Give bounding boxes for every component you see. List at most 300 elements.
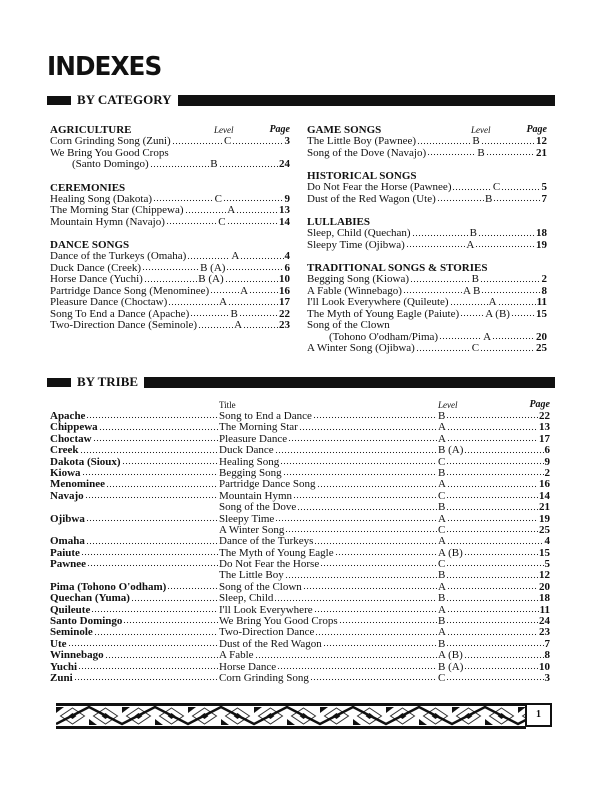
level: A (483, 330, 492, 343)
list-item (307, 297, 547, 309)
dot-leader (406, 240, 466, 249)
page-header: Page (526, 124, 547, 135)
dot-leader (228, 297, 278, 306)
triangle-mark (386, 707, 394, 713)
dot-leader (317, 479, 437, 487)
dot-leader (94, 627, 218, 635)
dot-leader (446, 559, 543, 567)
list-item (50, 251, 290, 263)
table-row (50, 502, 550, 513)
dot-leader (297, 502, 437, 510)
song-title: We Bring You Good Crops (219, 615, 338, 628)
song-title: We Bring You Good Crops (50, 146, 169, 159)
page-ref: 15 (539, 546, 550, 559)
level: C (438, 455, 446, 468)
level: B (472, 135, 480, 147)
dot-leader (185, 205, 227, 214)
page-ref: 11 (536, 296, 547, 308)
dot-leader (167, 582, 218, 590)
level: A (438, 478, 446, 491)
dot-leader (446, 639, 543, 647)
level-cell (438, 593, 539, 604)
dot-leader (481, 136, 535, 145)
level-cell (438, 559, 545, 570)
level: A (488, 296, 497, 308)
dot-leader (210, 286, 239, 295)
page-ref: 21 (539, 501, 550, 514)
song-title: Two-Direction Dance (Seminole) (50, 319, 198, 331)
tribe-cell (50, 491, 219, 502)
dot-leader (303, 582, 437, 590)
dot-leader (447, 434, 538, 442)
page-ref: 23 (279, 319, 290, 331)
section-label: BY CATEGORY (77, 92, 172, 107)
table-row (50, 457, 550, 468)
triangle-mark (287, 719, 295, 725)
level-cell (438, 502, 539, 513)
section-header-by-category (47, 93, 555, 107)
list-item (307, 320, 547, 332)
level: A (B) (438, 546, 463, 559)
section-header-by-tribe (47, 375, 555, 389)
triangle-mark (89, 719, 97, 725)
level: A (438, 512, 446, 525)
header-bar (144, 377, 555, 388)
level: B (A) (438, 660, 464, 673)
dot-leader (80, 445, 218, 453)
list-item (307, 182, 547, 194)
level: C (438, 489, 446, 502)
category-name: DANCE SONGS (50, 239, 130, 251)
tribe-name: Apache (50, 410, 86, 422)
page-ref: 12 (539, 569, 550, 582)
level-header: Level (471, 125, 491, 135)
header-block (47, 378, 71, 387)
level: B (A) (198, 273, 224, 285)
level: A (466, 238, 475, 251)
song-title: Song of the Dove (Navajo) (307, 146, 427, 159)
level-cell (438, 673, 545, 684)
level: B (438, 592, 446, 605)
tribe-index-table (50, 399, 550, 684)
section-label: BY TRIBE (77, 374, 139, 389)
level: A (438, 626, 446, 639)
song-title: Partridge Dance Song (219, 478, 316, 491)
page-ref: 22 (539, 410, 550, 422)
song-title-cont: (Tohono O'odham/Pima) (329, 330, 439, 343)
dot-leader (99, 422, 218, 430)
dot-leader (339, 616, 437, 624)
dot-leader (446, 525, 538, 533)
dot-leader (288, 434, 437, 442)
page-ref: 24 (539, 615, 550, 628)
page-ref: 15 (536, 307, 547, 320)
level-cell (438, 616, 539, 627)
page-ref: 18 (539, 592, 550, 605)
category-group (307, 262, 547, 355)
level: B (469, 227, 477, 239)
dot-leader (475, 240, 535, 249)
level: A (B) (485, 307, 510, 320)
tribe-name: Chippewa (50, 421, 98, 434)
page-ref: 7 (544, 637, 550, 650)
level-header: Level (214, 125, 234, 135)
song-title: Corn Grinding Song (Zuni) (50, 135, 171, 147)
dot-leader (168, 297, 218, 306)
tribe-name: Paiute (50, 546, 80, 559)
list-item (50, 136, 290, 148)
category-group (50, 124, 290, 171)
level-cell (438, 548, 539, 559)
page-ref: 10 (539, 660, 550, 673)
dot-leader (314, 605, 437, 613)
list-item (307, 343, 547, 355)
level: C (438, 558, 446, 571)
page-ref: 19 (539, 512, 550, 525)
dot-leader (447, 605, 539, 613)
list-item (307, 228, 547, 240)
triangle-mark (188, 707, 196, 713)
category-heading (50, 182, 290, 194)
band-bottom-line (56, 726, 526, 729)
dot-leader (447, 422, 538, 430)
dot-leader (166, 217, 217, 226)
dot-leader (446, 673, 543, 681)
page-ref: 24 (279, 158, 291, 170)
dot-leader (123, 616, 218, 624)
song-title: Mountain Hymn (Navajo) (50, 215, 165, 228)
dot-leader (313, 411, 437, 419)
song-title: The Morning Star (Chippewa) (50, 204, 184, 216)
song-title-cont: (Santo Domingo) (72, 158, 149, 170)
dot-leader (249, 286, 278, 295)
level: A (231, 250, 240, 262)
page-ref: 2 (541, 273, 548, 285)
tribe-name: Creek (50, 444, 79, 457)
song-title: Duck Dance (219, 444, 274, 457)
dot-leader (285, 525, 437, 533)
tribe-name: Pima (Tohono O'odham) (50, 580, 167, 593)
category-group (307, 124, 547, 159)
dot-leader (446, 411, 538, 419)
dot-leader (226, 263, 283, 272)
song-title: Sleepy Time (219, 512, 275, 525)
level: B (484, 192, 493, 205)
list-item (307, 194, 547, 206)
page-title: INDEXES (47, 52, 162, 82)
dot-leader (142, 263, 199, 272)
dot-leader (439, 332, 482, 341)
category-name: GAME SONGS (307, 124, 382, 136)
level: B (438, 615, 446, 628)
song-title: Mountain Hymn (219, 489, 293, 502)
page-ref: 13 (279, 204, 291, 216)
dot-leader (74, 673, 218, 681)
level-cell (438, 662, 539, 673)
dot-leader (447, 627, 538, 635)
dot-leader (277, 662, 437, 670)
tribe-name: Omaha (50, 535, 85, 548)
song-title: The Little Boy (219, 569, 284, 582)
song-title: The Myth of Young Eagle (219, 546, 334, 559)
page-ref: 18 (536, 227, 547, 239)
list-item (307, 274, 547, 286)
level: C (492, 181, 501, 193)
dot-leader (78, 662, 218, 670)
dot-leader (464, 548, 538, 556)
dot-leader (446, 593, 538, 601)
category-name: HISTORICAL SONGS (307, 170, 417, 182)
dot-leader (240, 251, 283, 260)
triangle-mark (452, 707, 460, 713)
song-title: Song of the Clown (219, 580, 302, 593)
triangle-mark (155, 719, 163, 725)
dot-leader (223, 194, 284, 203)
song-title: Horse Dance (219, 660, 277, 673)
page-ref: 9 (284, 192, 290, 205)
dot-leader (416, 343, 471, 352)
dot-leader (131, 593, 218, 601)
tribe-name: Yuchi (50, 660, 78, 673)
dot-leader (446, 502, 538, 510)
level: A (B) (438, 649, 463, 662)
page-ref: 6 (544, 444, 550, 457)
tribe-name: Menominee (50, 478, 105, 491)
level: A (234, 319, 243, 331)
dot-leader (82, 468, 218, 476)
dot-leader (480, 343, 535, 352)
table-row (50, 593, 550, 604)
level: C (214, 192, 222, 205)
category-column-right (307, 124, 547, 366)
tribe-name: Kiowa (50, 466, 81, 479)
dot-leader (86, 514, 218, 522)
dot-leader (446, 468, 543, 476)
dot-leader (225, 274, 278, 283)
page-ref: 3 (284, 135, 291, 147)
dot-leader (275, 514, 437, 522)
song-title: Healing Song (219, 455, 280, 468)
level-cell (438, 479, 539, 490)
level: B (471, 273, 479, 285)
dot-leader (486, 148, 535, 157)
tribe-name: Seminole (50, 626, 93, 639)
table-row (50, 491, 550, 502)
category-name: CEREMONIES (50, 181, 126, 194)
song-title: The Morning Star (219, 421, 298, 434)
level-cell (438, 570, 539, 581)
song-title: Begging Song (Kiowa) (307, 273, 410, 285)
tribe-cell (50, 445, 219, 456)
dot-leader (198, 320, 233, 329)
dot-leader (446, 616, 538, 624)
page-ref: 22 (279, 307, 291, 320)
category-name: LULLABIES (307, 216, 370, 228)
song-title: Duck Dance (Creek) (50, 261, 142, 274)
tribe-name: Pawnee (50, 558, 87, 571)
level: A (227, 204, 236, 216)
list-item (50, 274, 290, 286)
page-ref: 19 (536, 238, 548, 251)
category-name: AGRICULTURE (50, 124, 132, 136)
dot-leader (93, 434, 218, 442)
table-row (50, 536, 550, 547)
dot-leader (106, 479, 218, 487)
page-ref: 13 (539, 421, 550, 434)
page-ref: 11 (539, 603, 550, 616)
level: B (A) (438, 444, 464, 457)
category-group (50, 239, 290, 332)
tribe-cell (50, 502, 219, 513)
decorative-footer-band (56, 703, 552, 729)
song-title: The Little Boy (Pawnee) (307, 135, 417, 147)
dot-leader (447, 536, 544, 544)
level: B (210, 158, 218, 170)
zigzag-pattern (56, 703, 526, 729)
dot-leader (315, 627, 437, 635)
dot-leader (144, 274, 197, 283)
level-cell (438, 525, 539, 536)
dot-leader (335, 548, 437, 556)
page-ref: 21 (536, 146, 548, 159)
header-block (47, 96, 71, 105)
page-ref: 25 (539, 523, 550, 536)
level: B (438, 501, 446, 514)
song-title: Sleepy Time (Ojibwa) (307, 238, 405, 251)
song-title: Song To End a Dance (Apache) (50, 307, 190, 320)
category-name: TRADITIONAL SONGS & STORIES (307, 262, 488, 274)
dot-leader (460, 309, 484, 318)
page-ref: 14 (539, 489, 550, 502)
page-ref: 10 (279, 273, 290, 285)
level: A (438, 603, 446, 616)
song-title: I'll Look Everywhere (Quileute) (307, 296, 449, 308)
song-title: Horse Dance (Yuchi) (50, 273, 143, 285)
song-title: Song of the Clown (307, 319, 390, 331)
dot-leader (293, 491, 437, 499)
dot-leader (280, 457, 437, 465)
dot-leader (236, 205, 278, 214)
title-cell (219, 536, 438, 547)
level: A (438, 432, 446, 445)
level: C (218, 215, 226, 228)
dot-leader (219, 159, 278, 168)
page-ref: 6 (284, 261, 290, 274)
triangle-mark (221, 719, 229, 725)
title-cell (219, 445, 438, 456)
dot-leader (310, 673, 437, 681)
tribe-cell (50, 627, 219, 638)
tribe-name: Winnebago (50, 649, 104, 662)
tribe-cell (50, 673, 219, 684)
level-cell (438, 627, 539, 638)
dot-leader (239, 309, 278, 318)
page-ref: 20 (536, 330, 548, 343)
dot-leader (243, 320, 278, 329)
list-item (50, 205, 290, 217)
page-ref: 5 (544, 558, 550, 571)
dot-leader (480, 274, 541, 283)
tribe-cell (50, 593, 219, 604)
dot-leader (464, 662, 538, 670)
song-title: Partridge Dance Song (Menominee) (50, 284, 210, 297)
category-column-left (50, 124, 290, 343)
dot-leader (492, 332, 535, 341)
tribe-cell (50, 650, 219, 661)
dot-leader (464, 445, 543, 453)
tribe-name: Santo Domingo (50, 615, 123, 628)
page-ref: 16 (279, 284, 291, 297)
dot-leader (255, 650, 437, 658)
dot-leader (446, 457, 543, 465)
level: A (438, 535, 446, 548)
tribe-cell (50, 536, 219, 547)
page-ref: 8 (544, 649, 550, 662)
dot-leader (481, 286, 540, 295)
tribe-cell (50, 514, 219, 525)
tribe-name: Choctaw (50, 432, 92, 445)
dot-leader (447, 479, 538, 487)
page-ref: 5 (541, 181, 548, 193)
tribe-name: Zuni (50, 671, 73, 684)
level: B (438, 466, 446, 479)
song-title: Healing Song (Dakota) (50, 192, 153, 205)
dot-leader (447, 514, 538, 522)
tribe-cell (50, 662, 219, 673)
level-cell (438, 650, 545, 661)
dot-leader (87, 559, 218, 567)
level-cell (438, 514, 539, 525)
list-item (307, 148, 547, 160)
level: A (240, 284, 249, 297)
page-ref: 14 (279, 215, 290, 228)
level: B (438, 410, 446, 422)
level-cell (438, 468, 545, 479)
song-title: A Fable (Winnebago) (307, 284, 402, 297)
table-row (50, 411, 550, 422)
title-cell (219, 650, 438, 661)
dot-leader (437, 194, 484, 203)
dot-leader (86, 411, 218, 419)
level-cell (438, 422, 539, 433)
song-title: I'll Look Everywhere (219, 603, 313, 616)
level: C (223, 135, 232, 147)
list-item (50, 297, 290, 309)
tribe-name: Navajo (50, 489, 84, 502)
page-ref: 25 (536, 342, 548, 354)
level: A (438, 421, 446, 434)
dot-leader (464, 650, 544, 658)
dot-leader (447, 582, 538, 590)
song-title: Two-Direction Dance (219, 626, 315, 639)
list-item (307, 136, 547, 148)
dot-leader (274, 593, 437, 601)
table-row (50, 639, 550, 650)
list-item (50, 217, 290, 229)
page-ref: 8 (541, 284, 547, 297)
tribe-name: Quechan (Yuma) (50, 592, 130, 605)
dot-leader (91, 605, 218, 613)
triangle-mark (485, 719, 493, 725)
dot-leader (285, 570, 437, 578)
level-cell (438, 411, 539, 422)
song-title: Sleep, Child (Quechan) (307, 227, 411, 239)
table-row (50, 650, 550, 661)
level: B (A) (200, 261, 226, 274)
song-title: Pleasure Dance (Choctaw) (50, 296, 168, 308)
page-ref: 4 (284, 250, 291, 262)
triangle-mark (320, 707, 328, 713)
